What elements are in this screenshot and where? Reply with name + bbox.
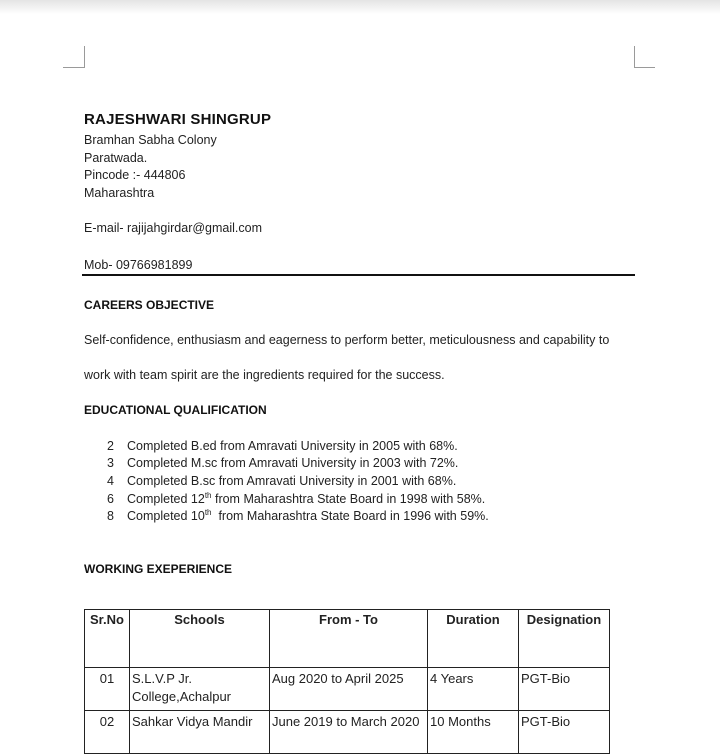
list-number: 3: [107, 456, 114, 470]
address-line: Maharashtra: [84, 186, 155, 200]
table-header-row: [85, 610, 610, 668]
column-header-from-to: From - To: [270, 610, 428, 668]
education-item-text: Completed B.sc from Amravati University in 2001 with 68%.: [127, 474, 457, 488]
column-header-designation: Designation: [519, 610, 610, 668]
section-heading-experience: WORKING EXEPERIENCE: [84, 562, 233, 576]
cell-designation: PGT-Bio: [519, 668, 610, 711]
education-item-text: Completed M.sc from Amravati University in 2003 with 72%.: [127, 456, 459, 470]
address-line: Paratwada.: [84, 151, 148, 165]
address-line: Bramhan Sabha Colony: [84, 133, 217, 147]
cell-period: June 2019 to March 2020: [270, 711, 428, 754]
cell-duration: 4 Years: [428, 668, 519, 711]
header-divider: [82, 274, 635, 276]
table-row: [85, 668, 610, 711]
cell-school: Sahkar Vidya Mandir: [130, 711, 270, 754]
address-line: Pincode :- 444806: [84, 168, 186, 182]
section-heading-education: EDUCATIONAL QUALIFICATION: [84, 403, 267, 417]
cell-period: Aug 2020 to April 2025: [270, 668, 428, 711]
candidate-name: RAJESHWARI SHINGRUP: [84, 111, 272, 128]
education-item-text: Completed B.ed from Amravati University in 2005 with 68%.: [127, 439, 458, 453]
page-corner-mark-top-left: [63, 46, 85, 68]
cell-school: S.L.V.P Jr. College,Achalpur: [130, 668, 270, 711]
column-header-schools: Schools: [130, 610, 270, 668]
objective-line: work with team spirit are the ingredients required for the success.: [84, 368, 445, 382]
cell-sr-no: 01: [85, 668, 130, 711]
education-item-text: Completed 10th from Maharashtra State Board in 1996 with 59%.: [127, 508, 489, 523]
education-item: [100, 456, 459, 470]
cell-designation: PGT-Bio: [519, 711, 610, 754]
list-number: 8: [107, 509, 114, 523]
column-header-duration: Duration: [428, 610, 519, 668]
page-corner-mark-top-right: [634, 46, 655, 68]
mobile-text: Mob- 09766981899: [84, 258, 193, 272]
list-number: 6: [107, 492, 114, 506]
education-item: [100, 439, 458, 453]
email-text: E-mail- rajijahgirdar@gmail.com: [84, 221, 263, 235]
education-item-text: Completed 12th from Maharashtra State Board in 1998 with 58%.: [127, 491, 486, 506]
experience-table: [84, 609, 610, 754]
column-header-sr-no: Sr.No: [85, 610, 130, 668]
cell-duration: 10 Months: [428, 711, 519, 754]
education-item: [100, 474, 457, 488]
cell-sr-no: 02: [85, 711, 130, 754]
objective-line: Self-confidence, enthusiasm and eagerness to perform better, meticulousness and capability to: [84, 333, 610, 347]
education-item: [100, 491, 486, 506]
table-row: [85, 711, 610, 754]
section-heading-objective: CAREERS OBJECTIVE: [84, 298, 215, 312]
list-number: 4: [107, 474, 114, 488]
education-item: [100, 508, 489, 523]
list-number: 2: [107, 439, 114, 453]
